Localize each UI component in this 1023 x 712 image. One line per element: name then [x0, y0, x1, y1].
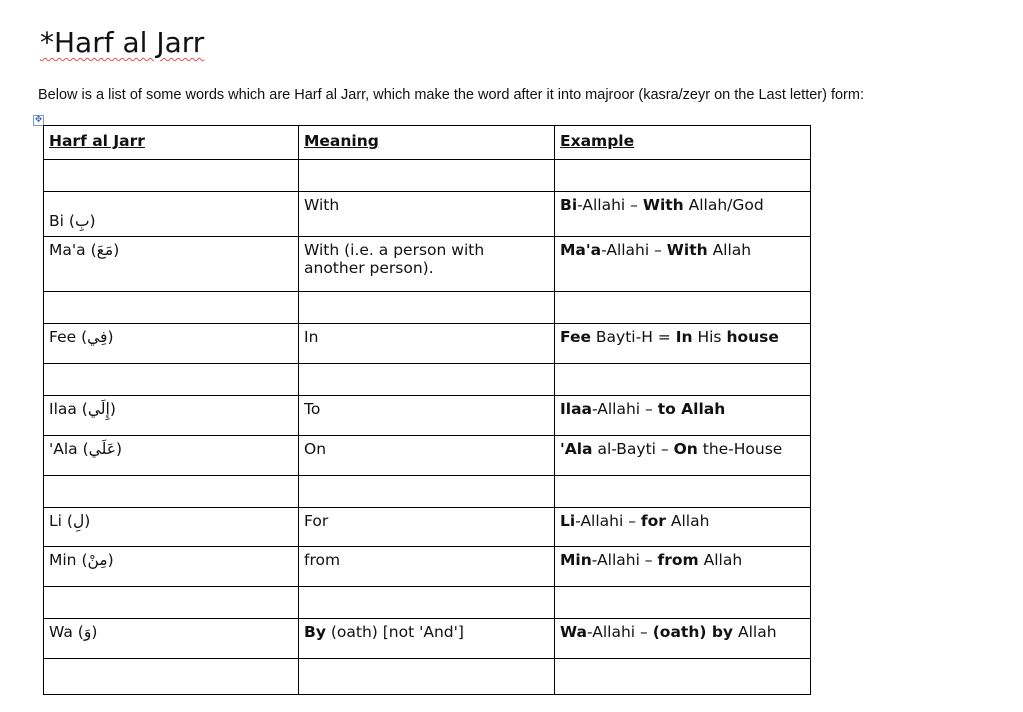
empty-cell [299, 160, 555, 192]
example-cell [555, 396, 811, 436]
page-title [40, 26, 204, 59]
empty-cell [44, 587, 299, 619]
example-part: Allah/God [683, 196, 764, 214]
example-cell [555, 547, 811, 587]
harf-name: Ilaa [49, 400, 77, 418]
meaning-text: In [304, 328, 319, 346]
empty-cell [555, 160, 811, 192]
harf-cell [44, 324, 299, 364]
empty-cell [555, 364, 811, 396]
empty-cell [44, 160, 299, 192]
meaning-text: With (i.e. a person with another person). [304, 241, 485, 277]
empty-cell [44, 476, 299, 508]
example-part: -Allahi – [587, 623, 653, 641]
paren-open: ( [76, 551, 88, 569]
meaning-cell [299, 237, 555, 292]
example-cell [555, 324, 811, 364]
table-row [44, 396, 811, 436]
empty-cell [555, 659, 811, 695]
example-part: Li [560, 512, 576, 530]
paren-open: ( [85, 241, 97, 259]
empty-cell [44, 659, 299, 695]
harf-arabic: إِلَي [87, 400, 110, 418]
harf-arabic: وَ [83, 623, 92, 641]
example-part: 'Ala [560, 440, 593, 458]
paren-close: ) [107, 328, 114, 346]
harf-name: Li [49, 512, 62, 530]
paren-open: ( [76, 328, 88, 346]
example-part: Bi [560, 196, 578, 214]
paren-open: ( [76, 400, 88, 418]
harf-cell [44, 619, 299, 659]
paren-close: ) [115, 440, 123, 458]
example-part: Allah [665, 512, 710, 530]
paren-close: ) [89, 212, 96, 230]
example-part: the-House [697, 440, 783, 458]
table-body [44, 160, 811, 695]
harf-arabic: عَلَي [88, 440, 116, 458]
empty-cell [44, 364, 299, 396]
harf-cell [44, 508, 299, 547]
empty-table-row [44, 364, 811, 396]
table-move-handle-icon[interactable]: ✥ [34, 115, 43, 125]
example-part: Ma'a [560, 241, 602, 259]
example-part: from [657, 551, 699, 569]
example-cell [555, 436, 811, 476]
meaning-part: (oath) [not 'And'] [325, 623, 464, 641]
harf-cell [44, 192, 299, 237]
example-part: In [675, 328, 693, 346]
example-cell [555, 619, 811, 659]
harf-name: 'Ala [49, 440, 78, 458]
example-part: Allah [698, 551, 743, 569]
example-part: Allah [733, 623, 777, 641]
table-row [44, 237, 811, 292]
meaning-cell [299, 508, 555, 547]
table-row [44, 192, 811, 237]
example-cell [555, 237, 811, 292]
meaning-cell [299, 436, 555, 476]
example-part: Wa [560, 623, 588, 641]
meaning-text: On [304, 440, 327, 458]
meaning-cell [299, 192, 555, 237]
meaning-cell [299, 324, 555, 364]
harf-cell [44, 237, 299, 292]
example-part: Fee [560, 328, 591, 346]
harf-name: Fee [49, 328, 77, 346]
paren-close: ) [107, 551, 114, 569]
empty-cell [299, 659, 555, 695]
empty-table-row [44, 659, 811, 695]
paren-open: ( [63, 212, 75, 230]
empty-table-row [44, 160, 811, 192]
intro-paragraph: Below is a list of some words which are Harf al Jarr, which make the word after it into majroor (kasra/zeyr on the Last letter) form: [38, 87, 864, 103]
example-part: -Allahi – [591, 551, 658, 569]
harf-name: Min [49, 551, 77, 569]
empty-cell [44, 292, 299, 324]
paren-close: ) [84, 512, 91, 530]
table-row [44, 619, 811, 659]
example-part: -Allahi – [601, 241, 667, 259]
harf-al-jarr-table [43, 125, 811, 695]
example-part: for [640, 512, 666, 530]
example-part: to Allah [657, 400, 726, 418]
example-part: -Allahi – [575, 512, 641, 530]
example-part: With [642, 196, 684, 214]
header-example: Example [555, 126, 811, 160]
table-row [44, 547, 811, 587]
harf-cell [44, 547, 299, 587]
paren-close: ) [91, 623, 98, 641]
harf-arabic: فِي [87, 328, 108, 346]
harf-cell [44, 396, 299, 436]
table-row [44, 324, 811, 364]
example-cell [555, 192, 811, 237]
example-part: Ilaa [560, 400, 592, 418]
meaning-text: For [304, 512, 329, 530]
meaning-cell [299, 547, 555, 587]
page-title-text: *Harf al Jarr [40, 26, 205, 59]
meaning-text: from [304, 551, 341, 569]
harf-name: Wa [49, 623, 73, 641]
empty-cell [299, 364, 555, 396]
harf-cell [44, 436, 299, 476]
meaning-cell [299, 396, 555, 436]
header-meaning: Meaning [299, 126, 555, 160]
empty-cell [555, 292, 811, 324]
example-part: With [666, 241, 708, 259]
empty-cell [299, 292, 555, 324]
example-part: -Allahi – [592, 400, 658, 418]
example-part: al-Bayti – [592, 440, 674, 458]
example-part: (oath) by [652, 623, 734, 641]
meaning-text: With [304, 196, 340, 214]
paren-close: ) [113, 241, 120, 259]
empty-cell [299, 587, 555, 619]
table-row [44, 436, 811, 476]
meaning-cell [299, 619, 555, 659]
empty-table-row [44, 587, 811, 619]
harf-arabic: لِ [72, 512, 85, 530]
empty-cell [555, 476, 811, 508]
example-part: His [692, 328, 727, 346]
header-harf: Harf al Jarr [44, 126, 299, 160]
example-part: Bayti-H = [591, 328, 676, 346]
empty-cell [299, 476, 555, 508]
example-cell [555, 508, 811, 547]
empty-table-row [44, 292, 811, 324]
harf-arabic: مَعَ [96, 241, 114, 259]
example-part: Allah [707, 241, 752, 259]
harf-arabic: مِنْ [87, 551, 108, 569]
paren-open: ( [61, 512, 73, 530]
harf-name: Ma'a [49, 241, 86, 259]
meaning-part: By [304, 623, 326, 641]
example-part: house [726, 328, 779, 346]
harf-name: Bi [49, 212, 64, 230]
harf-arabic: بِ [74, 212, 90, 230]
example-part: -Allahi – [577, 196, 643, 214]
empty-cell [555, 587, 811, 619]
paren-open: ( [72, 623, 84, 641]
table-header-row [44, 126, 811, 160]
example-part: On [673, 440, 698, 458]
meaning-text: To [304, 400, 321, 418]
empty-table-row [44, 476, 811, 508]
paren-close: ) [109, 400, 116, 418]
paren-open: ( [77, 440, 89, 458]
example-part: Min [560, 551, 592, 569]
table-row [44, 508, 811, 547]
